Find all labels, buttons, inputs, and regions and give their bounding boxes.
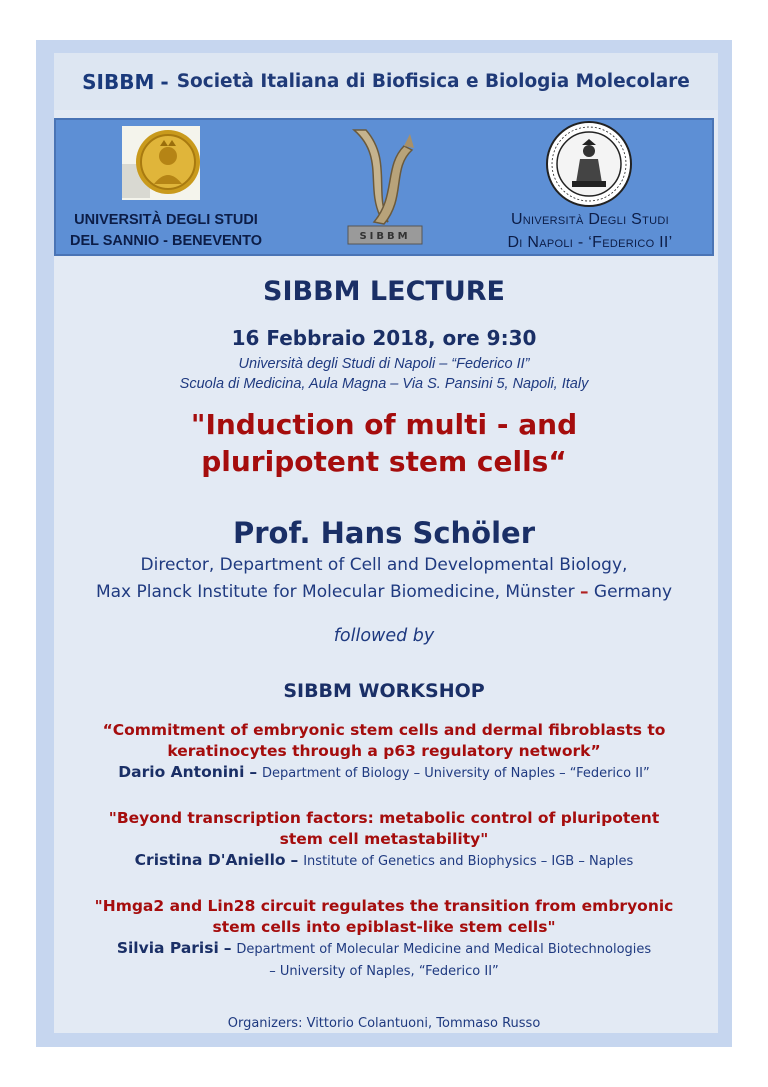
university-sannio-line1: UNIVERSITÀ DEGLI STUDI: [74, 212, 258, 228]
workshop-talk: [54, 808, 714, 872]
university-seal-icon: [546, 121, 632, 207]
university-sannio: [60, 210, 272, 252]
sibbm-logo-text: SIBBM: [359, 231, 411, 242]
talk-affiliation: Department of Molecular Medicine and Medical Biotechnologies: [236, 942, 652, 957]
speaker-affiliation: [54, 552, 714, 606]
talk-affiliation-cont: – University of Naples, “Federico II”: [269, 964, 499, 979]
talk-title-line1: "Hmga2 and Lin28 circuit regulates the transition from embryonic: [94, 897, 674, 915]
workshop-talk: [54, 896, 714, 982]
talk-speaker-line: [54, 938, 714, 960]
talk-speaker: Cristina D'Aniello: [134, 851, 286, 869]
lecture-title: [54, 406, 714, 480]
talk-title-line1: "Beyond transcription factors: metabolic control of pluripotent: [108, 809, 660, 827]
talk-speaker: Dario Antonini: [118, 763, 245, 781]
affiliation-country: Germany: [593, 582, 673, 602]
affiliation-line2: [54, 579, 714, 606]
university-sannio-line2: DEL SANNIO - BENEVENTO: [69, 233, 263, 249]
lecture-heading: SIBBM LECTURE: [263, 276, 505, 307]
talk-affiliation: Department of Biology – University of Naples – “Federico II”: [262, 766, 650, 781]
talk-speaker-line: [54, 762, 714, 784]
society-acronym: SIBBM: [82, 69, 155, 94]
organizers: Organizers: Vittorio Colantuoni, Tommaso Russo: [227, 1016, 541, 1031]
affiliation-dash: –: [579, 582, 589, 602]
workshop-heading: SIBBM WORKSHOP: [283, 680, 485, 702]
society-header: [54, 53, 718, 110]
talk-speaker-line: [54, 850, 714, 872]
talk-title-line1: “Commitment of embryonic stem cells and dermal fibroblasts to: [102, 721, 666, 739]
talk-title-line2: stem cells into epiblast-like stem cells": [212, 918, 556, 936]
venue-line1: Università degli Studi di Napoli – “Federico II”: [238, 356, 530, 372]
talk-affiliation: Institute of Genetics and Biophysics – IGB – Naples: [303, 854, 634, 869]
talk-title-line2: keratinocytes through a p63 regulatory network”: [167, 742, 601, 760]
speaker-name: Prof. Hans Schöler: [232, 516, 536, 550]
talk-dash: –: [223, 939, 232, 957]
workshop-talk: [54, 720, 714, 784]
society-name: Società Italiana di Biofisica e Biologia Molecolare: [176, 71, 690, 92]
affiliation-line1: Director, Department of Cell and Developmental Biology,: [140, 555, 628, 575]
affiliation-institute: Max Planck Institute for Molecular Biomedicine, Münster: [95, 582, 575, 602]
venue-line2: Scuola di Medicina, Aula Magna – Via S. Pansini 5, Napoli, Italy: [179, 376, 589, 392]
gold-coin-seal-icon: [122, 126, 200, 200]
lecture-title-line2: pluripotent stem cells“: [201, 445, 567, 478]
event-datetime: 16 Febbraio 2018, ore 9:30: [231, 326, 537, 350]
talk-speaker: Silvia Parisi: [116, 939, 219, 957]
lecture-title-line1: "Induction of multi - and: [190, 408, 578, 441]
talk-dash: –: [290, 851, 299, 869]
talk-affiliation-cont-line: [54, 960, 714, 982]
dna-helix-icon: [344, 126, 426, 246]
talk-dash: –: [249, 763, 258, 781]
university-napoli-line2: Di Napoli - ‘Federico II’: [507, 234, 673, 251]
university-napoli: [470, 208, 710, 254]
talk-title-line2: stem cell metastability": [279, 830, 489, 848]
event-venue: [54, 354, 714, 394]
society-dash: -: [160, 69, 169, 94]
university-napoli-line1: Università Degli Studi: [510, 211, 670, 228]
followed-by: followed by: [333, 626, 435, 646]
